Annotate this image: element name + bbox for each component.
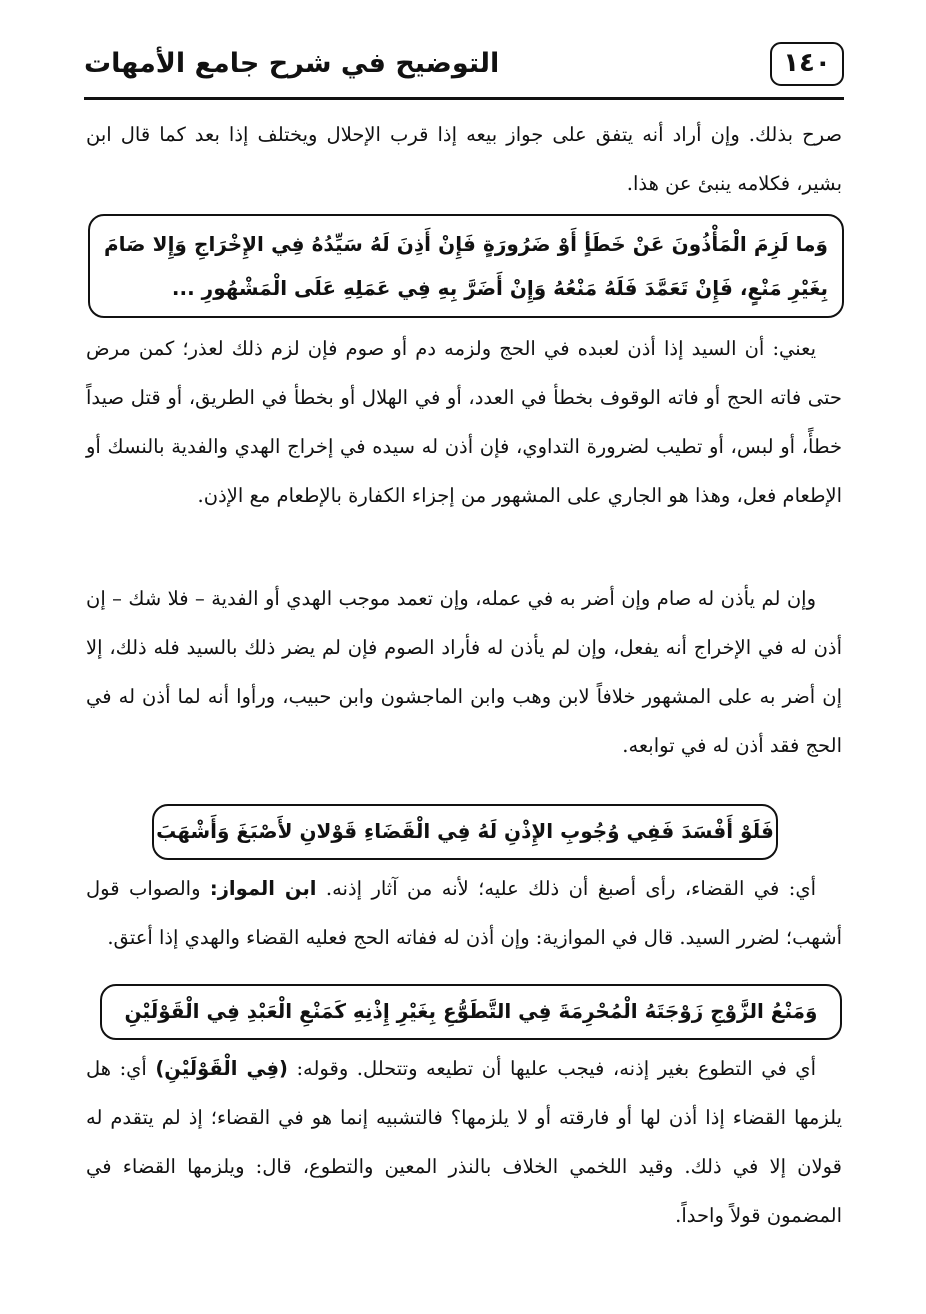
paragraph-2: يعني: أن السيد إذا أذن لعبده في الحج ولزمه دم أو صوم فإن لزم ذلك لعذر؛ كمن مرض حتى فاته الحج أو فاته الوقوف بخطأ في العدد، أو في الهلال أو بخطأ في الطريق، أو قتل صيداً خطأً، أو لبس، أو تطيب لضرورة التداوي، فإن أذن له سيده في إخراج الهدي والفدية بالنسك أو الإطعام فعل، وهذا هو الجاري على المشهور من إجزاء الكفارة بالإطعام مع الإذن.	[86, 337, 842, 507]
page-header	[84, 40, 844, 100]
paragraph-4-text-b: والصواب قول أشهب؛ لضرر السيد. قال في الموازية: وإن أذن له ففاته الحج فعليه القضاء والهدي إذا أعتق.	[86, 877, 842, 949]
book-title: التوضيح في شرح جامع الأمهات	[84, 48, 500, 79]
paragraph-5-text-a: أي في التطوع بغير إذنه، فيجب عليها أن تطيعه وتتحلل. وقوله:	[296, 1057, 816, 1080]
paragraph-4	[86, 864, 842, 962]
page-number: ١٤٠	[770, 42, 844, 86]
matn-box-1: وَما لَزِمَ الْمَأْذُونَ عَنْ خَطَأٍ أَوْ ضَرُورَةٍ فَإِنْ أَذِنَ لَهُ سَيِّدُهُ فِي الإِخْرَاجِ وَإِلا صَامَ بِغَيْرِ مَنْعٍ، فَإِنْ تَعَمَّدَ فَلَهُ مَنْعُهُ وَإِنْ أَضَرَّ بِهِ فِي عَمَلِهِ عَلَى الْمَشْهُورِ ...	[88, 214, 844, 318]
scholar-name: ابن المواز:	[209, 877, 317, 900]
quoted-phrase: (فِي الْقَوْلَيْنِ)	[155, 1057, 288, 1080]
paragraph-5-text-b: أي: هل يلزمها القضاء إذا أذن لها أو فارقته أو لا يلزمها؟ فالتشبيه إنما هو في القضاء؛ إذ لم يتقدم له قولان إلا في ذلك. وقيد اللخمي الخلاف بالنذر المعين والتطوع، قال: ويلزمها القضاء في المضمون قولاً واحداً.	[86, 1057, 842, 1227]
paragraph-5	[86, 1044, 842, 1240]
matn-box-2: فَلَوْ أَفْسَدَ فَفِي وُجُوبِ الإِذْنِ لَهُ فِي الْقَضَاءِ قَوْلانِ لأَصْبَغَ وَأَشْهَبَ	[152, 804, 778, 860]
paragraph-4-text-a: أي: في القضاء، رأى أصبغ أن ذلك عليه؛ لأنه من آثار إذنه.	[325, 877, 817, 900]
paragraph-1: صرح بذلك. وإن أراد أنه يتفق على جواز بيعه إذا قرب الإحلال ويختلف إذا بعد كما قال ابن بشير، فكلامه ينبئ عن هذا.	[86, 123, 842, 195]
matn-box-3: وَمَنْعُ الزَّوْجِ زَوْجَتَهُ الْمُحْرِمَةَ فِي التَّطَوُّعِ بِغَيْرِ إِذْنِهِ كَمَنْعِ الْعَبْدِ فِي الْقَوْلَيْنِ	[100, 984, 842, 1040]
paragraph-3: وإن لم يأذن له صام وإن أضر به في عمله، وإن تعمد موجب الهدي أو الفدية – فلا شك – إن أذن له في الإخراج أنه يفعل، وإن لم يأذن له فأراد الصوم فإن لم يضر ذلك بالسيد فله ذلك، إلا إن أضر به على المشهور خلافاً لابن وهب وابن الماجشون وابن حبيب، ورأوا أنه لما أذن له في الحج فقد أذن له في توابعه.	[86, 587, 842, 757]
